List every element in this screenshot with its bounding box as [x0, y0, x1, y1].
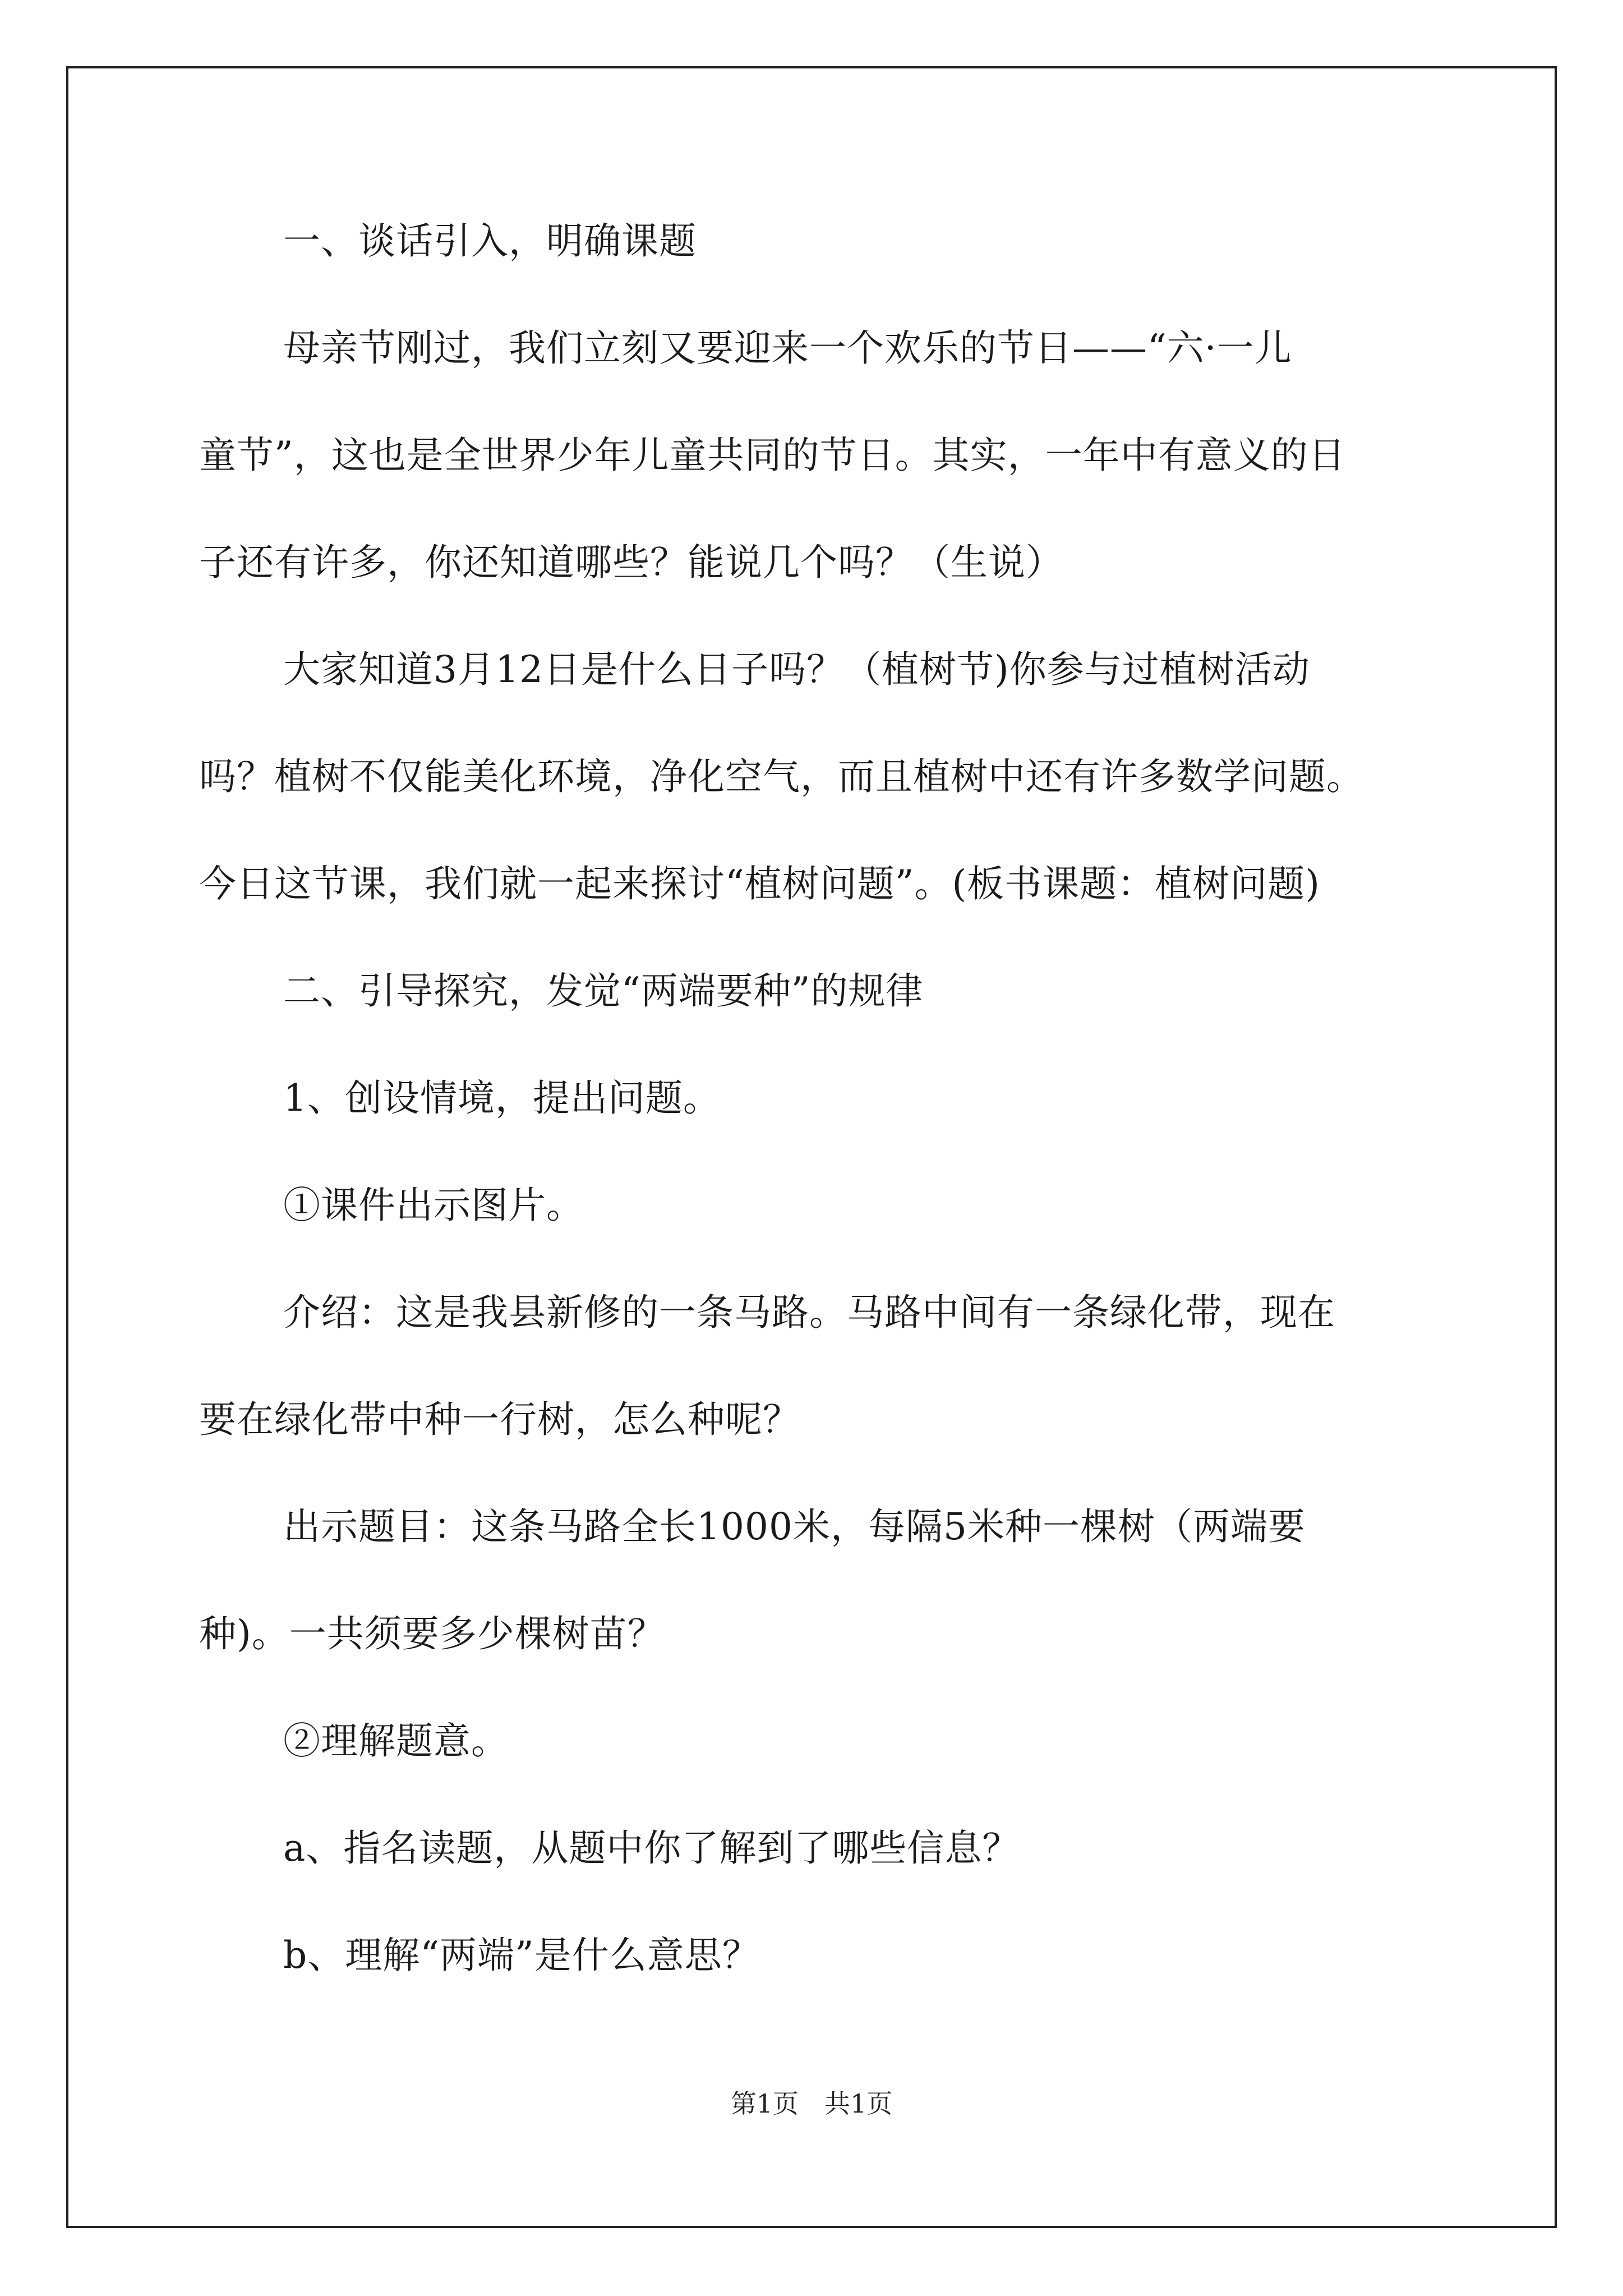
paragraph-line: 童节”，这也是全世界少年儿童共同的节日。其实，一年中有意义的日 — [199, 434, 1346, 477]
paragraph-line: 出示题目：这条马路全长1000米，每隔5米种一棵树（两端要 — [283, 1505, 1306, 1548]
paragraph-line: 吗？植树不仅能美化环境，净化空气，而且植树中还有许多数学问题。 — [199, 755, 1364, 798]
paragraph-line: 介绍：这是我县新修的一条马路。马路中间有一条绿化带，现在 — [283, 1291, 1335, 1334]
paragraph-line: ②理解题意。 — [283, 1719, 509, 1763]
paragraph-line: 种)。一共须要多少棵树苗？ — [199, 1612, 665, 1655]
paragraph-line: a、指名读题，从题中你了解到了哪些信息？ — [283, 1826, 1020, 1870]
paragraph-line: b、理解“两端”是什么意思？ — [283, 1934, 760, 1977]
heading-intro: 一、谈话引入，明确课题 — [283, 219, 697, 263]
page-border — [66, 66, 1557, 2228]
paragraph-line: 要在绿化带中种一行树，怎么种呢？ — [199, 1398, 800, 1441]
paragraph-line: 1、创设情境，提出问题。 — [283, 1076, 721, 1120]
paragraph-line: 母亲节刚过，我们立刻又要迎来一个欢乐的节日——“六·一儿 — [283, 326, 1292, 370]
paragraph-line: 今日这节课，我们就一起来探讨“植树问题”。(板书课题：植树问题) — [199, 862, 1320, 905]
page-footer: 第1页 共1页 — [730, 2088, 893, 2119]
paragraph-line: 大家知道3月12日是什么日子吗？（植树节)你参与过植树活动 — [283, 648, 1310, 691]
heading-explore: 二、引导探究，发觉“两端要种”的规律 — [283, 969, 924, 1013]
paragraph-line: 子还有许多，你还知道哪些？能说几个吗？（生说） — [199, 541, 1063, 584]
paragraph-line: ①课件出示图片。 — [283, 1184, 584, 1227]
